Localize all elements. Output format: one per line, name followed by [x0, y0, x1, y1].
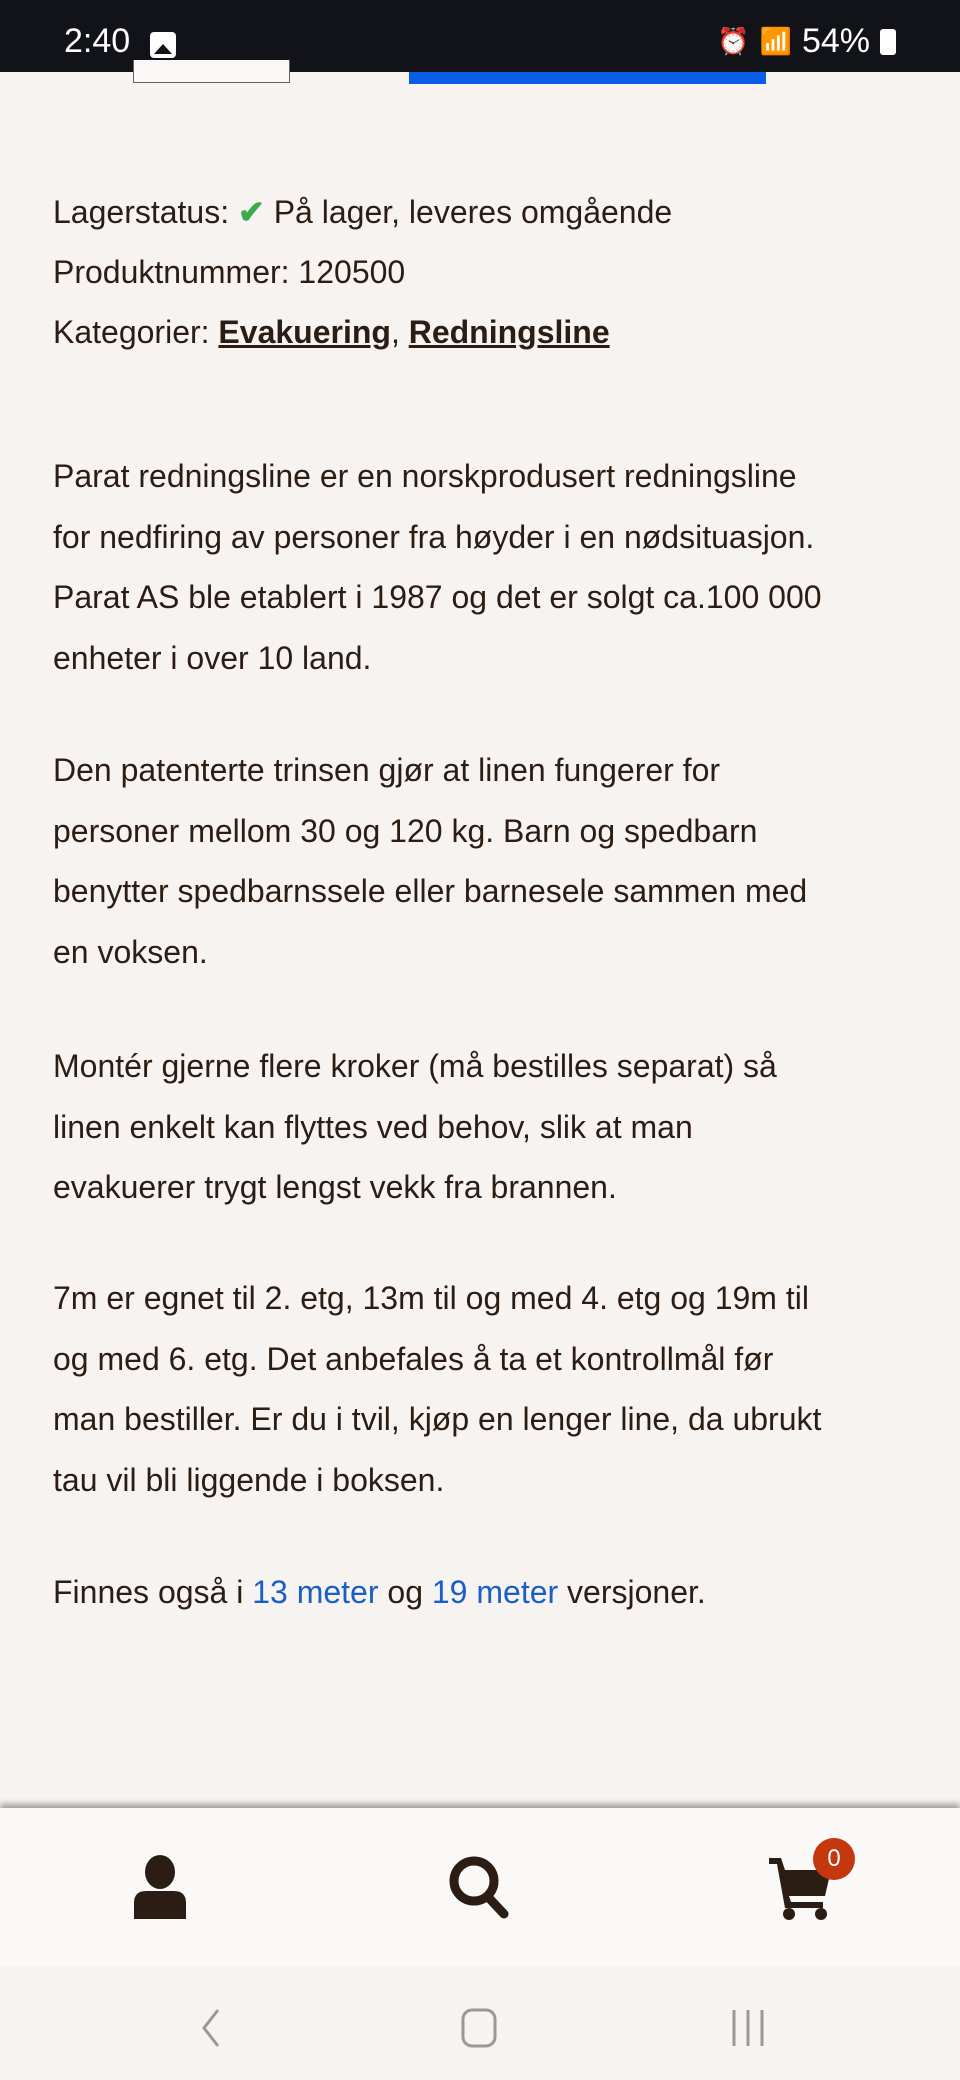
battery-percent: 54% [801, 22, 870, 60]
categories: Kategorier: Evakuering, Redningsline [53, 314, 610, 350]
system-navigation [0, 1966, 960, 2080]
stock-status: Lagerstatus: ✔ På lager, leveres omgående [53, 194, 673, 230]
home-icon[interactable] [460, 2006, 500, 2050]
category-link-redningsline[interactable]: Redningsline [408, 314, 610, 350]
add-to-cart-button[interactable] [409, 72, 766, 84]
wifi-icon: 📶 [759, 26, 792, 56]
image-notification-icon [150, 32, 176, 58]
link-13-meter[interactable]: 13 meter [252, 1574, 379, 1610]
also-available: Finnes også i 13 meter og 19 meter versjoner. [53, 1574, 706, 1610]
bottom-nav [0, 1808, 960, 1966]
category-link-evakuering[interactable]: Evakuering [218, 314, 391, 350]
description-paragraph: 7m er egnet til 2. etg, 13m til og med 4. etg og 19m til og med 6. etg. Det anbefales å ta et kontrollmål før man bestiller. Er du i tvil, kjøp en lenger line, da ubrukt tau vil bli liggende i boksen. [53, 1280, 822, 1498]
cart-count-badge: 0 [813, 1838, 855, 1880]
recents-icon[interactable] [730, 2006, 770, 2050]
cart-button[interactable] [640, 1808, 960, 1966]
description-paragraph: Montér gjerne flere kroker (må bestilles separat) så linen enkelt kan flyttes ved behov, slik at man evakuerer trygt lengst vekk fra brannen. [53, 1048, 777, 1205]
search-button[interactable] [320, 1808, 640, 1966]
product-meta [53, 182, 672, 362]
back-icon[interactable] [196, 2006, 226, 2050]
description-paragraph: Den patenterte trinsen gjør at linen fungerer for personer mellom 30 og 120 kg. Barn og spedbarn benytter spedbarnssele eller barnesele sammen med en voksen. [53, 752, 808, 970]
product-number: Produktnummer: 120500 [53, 254, 406, 290]
quantity-field[interactable] [133, 60, 290, 83]
battery-icon [880, 29, 896, 55]
user-icon [132, 1855, 188, 1919]
alarm-icon: ⏰ [717, 26, 750, 56]
check-icon: ✔ [238, 194, 265, 230]
description-paragraph: Parat redningsline er en norskprodusert redningsline for nedfiring av personer fra høyder i en nødsituasjon. Parat AS ble etablert i 1987 og det er solgt ca.100 000 enheter i over 10 land. [53, 458, 822, 676]
account-button[interactable] [0, 1808, 320, 1966]
status-time: 2:40 [64, 22, 131, 60]
link-19-meter[interactable]: 19 meter [431, 1574, 559, 1610]
search-icon [448, 1854, 512, 1920]
